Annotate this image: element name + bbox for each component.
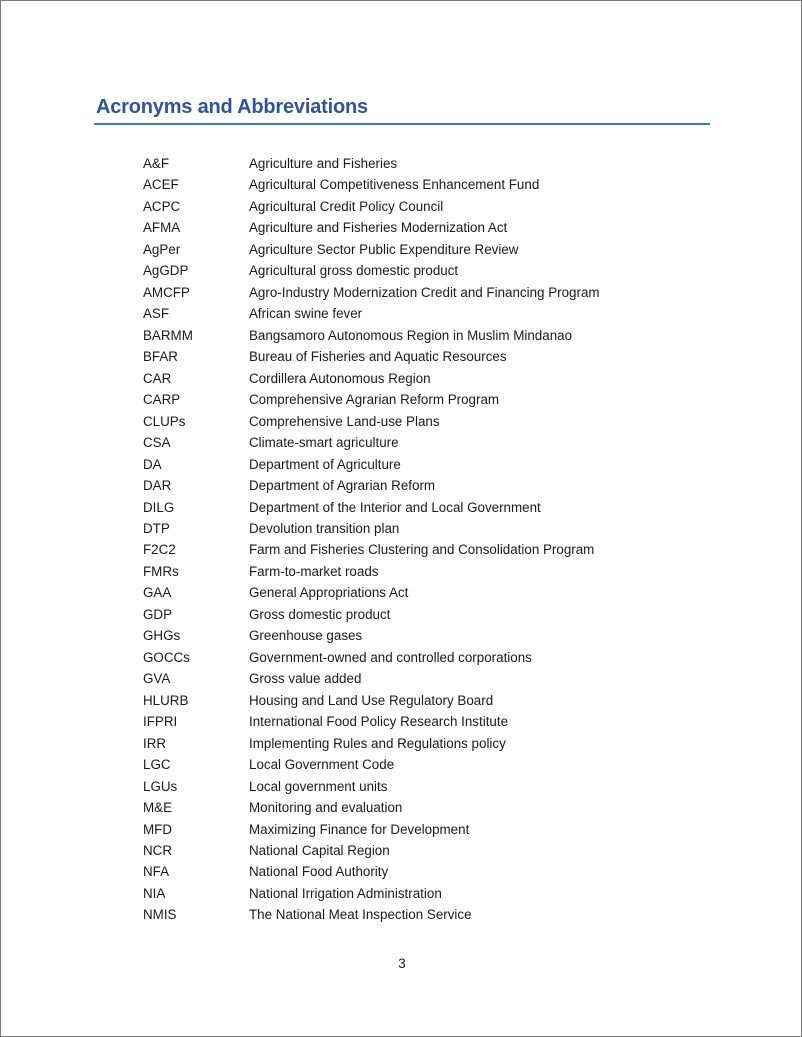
acronym-abbreviation: AgPer <box>143 241 181 257</box>
acronym-abbreviation: F2C2 <box>143 542 176 558</box>
acronym-row <box>143 625 703 646</box>
acronym-abbreviation: LGC <box>143 757 171 773</box>
acronym-abbreviation: GOCCs <box>143 649 190 665</box>
acronym-abbreviation: ACPC <box>143 198 181 214</box>
acronym-abbreviation: BFAR <box>143 349 178 365</box>
acronym-row <box>143 647 703 668</box>
acronym-definition: Agriculture and Fisheries <box>249 156 398 171</box>
acronym-definition: Bangsamoro Autonomous Region in Muslim Mindanao <box>249 327 573 343</box>
acronym-abbreviation: DILG <box>143 499 175 515</box>
acronym-row <box>143 368 703 389</box>
acronym-row <box>143 668 703 689</box>
acronym-row <box>143 239 703 260</box>
acronym-abbreviation: GAA <box>143 585 172 601</box>
acronym-definition: Implementing Rules and Regulations policy <box>249 735 506 751</box>
acronym-definition: Housing and Land Use Regulatory Board <box>249 692 494 708</box>
acronym-row <box>143 174 703 195</box>
acronym-definition: National Capital Region <box>249 843 390 858</box>
acronym-definition: Comprehensive Land-use Plans <box>249 413 440 429</box>
acronym-abbreviation: A&F <box>143 156 170 171</box>
acronym-definition: Bureau of Fisheries and Aquatic Resources <box>249 349 507 365</box>
acronym-definition: Department of the Interior and Local Government <box>249 499 541 515</box>
acronym-definition: Comprehensive Agrarian Reform Program <box>249 392 500 408</box>
acronym-abbreviation: AMCFP <box>143 284 190 300</box>
acronym-row <box>143 904 703 925</box>
acronym-definition: Department of Agriculture <box>249 456 401 472</box>
acronym-row <box>143 475 703 496</box>
acronym-row <box>143 797 703 818</box>
acronym-row <box>143 346 703 367</box>
acronym-abbreviation: IRR <box>143 735 167 751</box>
acronym-abbreviation: GDP <box>143 606 173 622</box>
acronym-definition: Agriculture Sector Public Expenditure Review <box>249 241 519 257</box>
acronym-definition: Monitoring and evaluation <box>249 800 403 816</box>
acronym-definition: Agriculture and Fisheries Modernization Act <box>249 220 508 236</box>
acronym-definition: Maximizing Finance for Development <box>249 821 470 837</box>
heading-rule <box>94 95 710 125</box>
acronym-row <box>143 711 703 732</box>
acronym-row <box>143 754 703 775</box>
acronym-abbreviation: AFMA <box>143 220 181 236</box>
acronym-definition: Agro-Industry Modernization Credit and Financing Program <box>249 284 600 300</box>
acronym-abbreviation: CSA <box>143 435 171 451</box>
acronym-definition: Farm and Fisheries Clustering and Consolidation Program <box>249 542 595 558</box>
acronym-list <box>143 153 703 926</box>
acronym-row <box>143 325 703 346</box>
acronym-definition: Gross value added <box>249 671 362 687</box>
acronym-row <box>143 883 703 904</box>
acronym-abbreviation: IFPRI <box>143 714 178 730</box>
acronym-abbreviation: NCR <box>143 843 173 858</box>
acronym-definition: African swine fever <box>249 306 363 322</box>
acronym-definition: General Appropriations Act <box>249 585 409 601</box>
acronym-row <box>143 411 703 432</box>
acronym-row <box>143 282 703 303</box>
acronym-abbreviation: MFD <box>143 821 173 837</box>
acronym-definition: Department of Agrarian Reform <box>249 478 436 494</box>
acronym-abbreviation: DTP <box>143 520 170 536</box>
acronym-definition: National Food Authority <box>249 864 389 880</box>
acronym-definition: The National Meat Inspection Service <box>249 907 472 923</box>
acronym-row <box>143 819 703 840</box>
acronym-row <box>143 561 703 582</box>
acronym-row <box>143 776 703 797</box>
acronym-row <box>143 518 703 539</box>
acronym-row <box>143 733 703 754</box>
acronym-abbreviation: NMIS <box>143 907 177 923</box>
acronym-definition: National Irrigation Administration <box>249 885 442 901</box>
page-number: 3 <box>398 956 406 971</box>
acronym-definition: International Food Policy Research Institute <box>249 714 509 730</box>
acronym-definition: Government-owned and controlled corporations <box>249 649 532 665</box>
acronym-definition: Local Government Code <box>249 757 395 773</box>
acronym-row <box>143 303 703 324</box>
acronym-abbreviation: ASF <box>143 306 170 322</box>
acronym-abbreviation: ACEF <box>143 177 179 193</box>
acronym-row <box>143 260 703 281</box>
acronym-abbreviation: M&E <box>143 800 173 816</box>
acronym-definition: Agricultural gross domestic product <box>249 263 459 279</box>
acronym-row <box>143 389 703 410</box>
acronym-abbreviation: BARMM <box>143 327 193 343</box>
acronym-row <box>143 497 703 518</box>
acronym-abbreviation: GHGs <box>143 628 181 644</box>
acronym-abbreviation: AgGDP <box>143 263 189 279</box>
acronym-row <box>143 432 703 453</box>
acronym-definition: Agricultural Competitiveness Enhancement Fund <box>249 177 540 193</box>
acronym-definition: Climate-smart agriculture <box>249 435 399 451</box>
acronym-abbreviation: DA <box>143 456 162 472</box>
acronym-abbreviation: CARP <box>143 392 181 408</box>
acronym-row <box>143 582 703 603</box>
acronym-abbreviation: CLUPs <box>143 413 186 429</box>
acronym-abbreviation: FMRs <box>143 563 179 579</box>
acronym-abbreviation: NFA <box>143 864 170 880</box>
acronym-row <box>143 454 703 475</box>
acronym-row <box>143 690 703 711</box>
acronym-abbreviation: HLURB <box>143 692 189 708</box>
page-title: Acronyms and Abbreviations <box>96 96 368 118</box>
acronym-row <box>143 861 703 882</box>
acronym-abbreviation: NIA <box>143 885 166 901</box>
acronym-abbreviation: LGUs <box>143 778 178 794</box>
acronym-row <box>143 840 703 861</box>
acronym-abbreviation: DAR <box>143 478 172 494</box>
acronym-row <box>143 539 703 560</box>
acronym-definition: Agricultural Credit Policy Council <box>249 198 444 214</box>
acronym-row <box>143 604 703 625</box>
acronym-definition: Cordillera Autonomous Region <box>249 370 431 386</box>
acronym-definition: Devolution transition plan <box>249 520 400 536</box>
acronym-definition: Greenhouse gases <box>249 628 363 644</box>
acronym-row <box>143 196 703 217</box>
acronym-abbreviation: CAR <box>143 370 172 386</box>
acronym-abbreviation: GVA <box>143 671 171 687</box>
acronym-definition: Farm-to-market roads <box>249 563 379 579</box>
acronym-row <box>143 153 703 174</box>
acronym-row <box>143 217 703 238</box>
acronym-definition: Gross domestic product <box>249 606 391 622</box>
acronym-definition: Local government units <box>249 778 388 794</box>
